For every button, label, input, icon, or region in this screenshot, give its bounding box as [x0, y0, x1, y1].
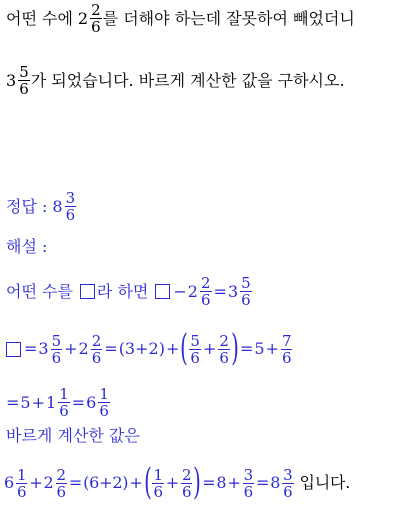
- operator: +: [227, 473, 241, 492]
- denominator: 6: [153, 482, 163, 501]
- operator: +: [29, 473, 43, 492]
- numerator: 1: [99, 385, 109, 403]
- fraction: [51, 333, 63, 366]
- step-text: 바르게 계산한 값은: [6, 426, 140, 445]
- step-4: [6, 428, 140, 444]
- fraction: [90, 2, 102, 35]
- fraction: [58, 386, 70, 419]
- denominator: 6: [281, 348, 292, 367]
- numerator: 5: [190, 331, 200, 350]
- operator: +: [202, 339, 217, 358]
- numerator: 2: [91, 331, 102, 350]
- explanation-label: 해설 :: [6, 237, 48, 256]
- denominator: 6: [91, 18, 101, 36]
- step-text: 어떤 수를: [6, 281, 73, 301]
- operator: =: [239, 339, 254, 358]
- close-paren: ): [193, 462, 202, 503]
- mixed-whole: 2: [77, 8, 89, 28]
- step-1: [6, 275, 253, 308]
- operator: =: [6, 392, 20, 412]
- open-paren: (: [180, 328, 189, 369]
- integer: 5: [20, 392, 31, 412]
- problem-line-1: [6, 2, 355, 35]
- denominator: 6: [99, 402, 109, 420]
- denominator: 6: [16, 482, 27, 501]
- fraction: [200, 275, 212, 308]
- answer-line: [6, 190, 77, 223]
- mixed-whole: 2: [78, 339, 89, 358]
- operator: +: [165, 339, 180, 358]
- operator: =: [104, 339, 118, 358]
- numerator: 7: [281, 331, 292, 350]
- numerator: 1: [59, 385, 69, 403]
- fraction: [16, 467, 27, 500]
- fraction: [282, 467, 293, 500]
- numerator: 2: [182, 465, 192, 484]
- step-5: [4, 462, 351, 503]
- unknown-box-icon: [6, 342, 21, 357]
- fraction: [152, 467, 163, 500]
- unknown-box-icon: [80, 284, 95, 299]
- mixed-whole: 2: [187, 281, 198, 301]
- integer: 8: [216, 473, 227, 492]
- mixed-whole: 8: [270, 473, 281, 492]
- answer-label: 정답 :: [6, 196, 48, 216]
- step-text: 입니다.: [299, 473, 351, 492]
- numerator: 1: [153, 465, 163, 484]
- numerator: 2: [91, 1, 101, 19]
- numerator: 1: [16, 465, 27, 484]
- numerator: 5: [51, 331, 62, 350]
- step-text: 라 하면: [96, 281, 149, 301]
- fraction: [181, 467, 192, 500]
- operator: =: [68, 473, 83, 492]
- operator: +: [64, 339, 78, 358]
- fraction: [56, 467, 67, 500]
- denominator: 6: [190, 348, 200, 367]
- numerator: 2: [200, 274, 211, 292]
- operator: +: [129, 473, 143, 492]
- answer-fraction: [65, 190, 77, 223]
- denominator: 6: [91, 348, 102, 367]
- operator: =: [24, 339, 38, 358]
- mixed-whole: 6: [4, 473, 14, 492]
- problem-text: 가 되었습니다. 바르게 계산한 값을 구하시오.: [30, 70, 345, 90]
- mixed-whole: 6: [86, 392, 97, 412]
- numerator: 3: [283, 465, 293, 484]
- mixed-whole: 3: [6, 70, 17, 90]
- open-paren: (: [143, 462, 152, 503]
- problem-text: 를 더해야 하는데 잘못하여 빼었더니: [102, 8, 355, 28]
- mixed-whole: 1: [46, 392, 57, 412]
- fraction: [98, 386, 110, 419]
- numerator: 3: [243, 465, 253, 484]
- explanation-label-line: [6, 239, 47, 255]
- fraction: [218, 333, 230, 366]
- grouped-sum: (3+2): [118, 339, 165, 358]
- mixed-whole: 2: [43, 473, 54, 492]
- problem-line-2: [6, 64, 345, 97]
- mixed-whole: 3: [227, 281, 239, 301]
- fraction: [189, 333, 201, 366]
- operator: =: [202, 473, 216, 492]
- operator: =: [71, 392, 86, 412]
- denominator: 6: [51, 348, 62, 367]
- operator: +: [265, 339, 279, 358]
- denominator: 6: [59, 402, 69, 420]
- denominator: 6: [182, 482, 192, 501]
- numerator: 3: [65, 189, 76, 207]
- fraction: [91, 333, 103, 366]
- close-paren: ): [231, 328, 239, 369]
- fraction: [18, 64, 30, 97]
- answer-whole: 8: [52, 196, 63, 216]
- fraction: [240, 275, 252, 308]
- numerator: 5: [241, 274, 251, 292]
- operator: +: [31, 392, 45, 412]
- integer: 5: [254, 339, 265, 358]
- denominator: 6: [65, 206, 76, 224]
- mixed-whole: 3: [38, 339, 49, 358]
- numerator: 5: [19, 63, 29, 81]
- fraction: [281, 333, 293, 366]
- denominator: 6: [241, 291, 251, 309]
- numerator: 2: [219, 331, 229, 350]
- operator: =: [213, 281, 227, 301]
- operator: +: [165, 473, 179, 492]
- unknown-box-icon: [155, 284, 170, 299]
- problem-text: 어떤 수에: [6, 8, 73, 28]
- grouped-sum: (6+2): [83, 473, 129, 492]
- denominator: 6: [19, 80, 29, 98]
- denominator: 6: [283, 482, 293, 501]
- denominator: 6: [56, 482, 66, 501]
- step-2: [6, 328, 293, 369]
- numerator: 2: [56, 465, 66, 484]
- denominator: 6: [243, 482, 253, 501]
- step-3: [6, 386, 111, 419]
- operator: =: [255, 473, 270, 492]
- fraction: [243, 467, 254, 500]
- denominator: 6: [219, 348, 229, 367]
- operator: −: [173, 281, 187, 301]
- denominator: 6: [200, 291, 211, 309]
